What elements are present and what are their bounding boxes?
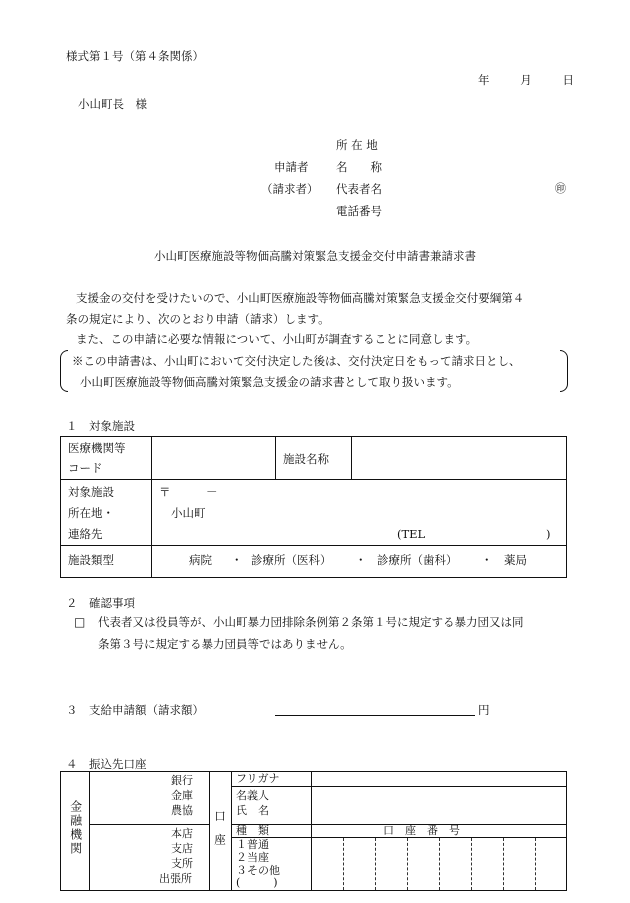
tel-open: (TEL xyxy=(397,527,426,541)
field-representative-label: 代表者名 xyxy=(336,182,382,196)
field-address-label: 所 在 地 xyxy=(336,138,378,152)
institution-label: 金融機関 xyxy=(68,800,83,856)
digit-separator xyxy=(471,838,472,890)
branch-head[interactable]: 本店 xyxy=(171,827,193,840)
kind-other[interactable]: ３その他 xyxy=(236,864,280,877)
section-4-heading: ４ 振込先口座 xyxy=(66,757,147,771)
applicant-role: 申請者 xyxy=(274,160,309,174)
form-number: 様式第１号（第４条関係） xyxy=(66,49,204,63)
table-rule xyxy=(151,437,152,577)
code-label: 医療機関等 xyxy=(68,441,126,455)
table-rule xyxy=(275,437,276,479)
body-paragraph-2: また、この申請に必要な情報について、小山町が調査することに同意します。 xyxy=(76,332,478,346)
note-line-2: 小山町医療施設等物価高騰対策緊急支援金の請求書として取り扱います。 xyxy=(80,375,459,389)
digit-separator xyxy=(375,838,376,890)
kind-other-paren[interactable]: ( ) xyxy=(236,876,278,889)
type-shinkin[interactable]: 金庫 xyxy=(171,789,193,802)
kind-ordinary[interactable]: １普通 xyxy=(236,838,269,851)
location-label-cont: 所在地・ xyxy=(68,506,114,520)
table-rule xyxy=(61,545,566,546)
facility-name-label: 施設名称 xyxy=(283,452,329,466)
digit-separator xyxy=(439,838,440,890)
table-rule xyxy=(89,772,90,890)
amount-input-line[interactable] xyxy=(275,715,475,716)
table-rule xyxy=(351,437,352,479)
tel-close: ) xyxy=(546,527,551,541)
digit-separator xyxy=(503,838,504,890)
note-line-1: ※この申請書は、小山町において交付決定した後は、交付決定日をもって請求日とし、 xyxy=(72,354,521,368)
code-label-cont: コード xyxy=(68,461,103,475)
field-phone-label: 電話番号 xyxy=(336,204,382,218)
date-line xyxy=(478,73,574,88)
contact-label: 連絡先 xyxy=(68,527,103,541)
document-title: 小山町医療施設等物価高騰対策緊急支援金交付申請書兼請求書 xyxy=(154,249,476,263)
table-rule xyxy=(311,772,312,890)
type-clinic-medical[interactable]: 診療所（医科） xyxy=(251,553,332,567)
holder-label: 名義人 xyxy=(236,789,269,802)
kind-current[interactable]: ２当座 xyxy=(236,851,269,864)
type-clinic-dental[interactable]: 診療所（歯科） xyxy=(377,553,458,567)
bank-account-table xyxy=(60,771,567,891)
facility-type-label: 施設類型 xyxy=(68,553,114,567)
type-separator: ・ xyxy=(231,553,243,567)
confirmation-text-cont: 条第３号に規定する暴力団員等ではありません。 xyxy=(98,637,352,651)
postal-dash: － xyxy=(206,485,218,499)
section-2-heading: ２ 確認事項 xyxy=(66,596,135,610)
digit-separator xyxy=(407,838,408,890)
date-day: 日 xyxy=(562,73,574,87)
table-rule xyxy=(231,786,566,787)
town-name: 小山町 xyxy=(171,506,206,520)
table-rule xyxy=(61,479,566,480)
note-bracket-left xyxy=(60,350,68,392)
kind-label: 種 類 xyxy=(236,824,269,837)
section-1-heading: １ 対象施設 xyxy=(66,419,135,433)
field-name-label: 名 称 xyxy=(336,160,382,174)
table-rule xyxy=(89,824,209,825)
addressee: 小山町長 様 xyxy=(78,97,147,111)
type-nokyo[interactable]: 農協 xyxy=(171,804,193,817)
table-rule xyxy=(209,772,210,890)
confirmation-text: 代表者又は役員等が、小山町暴力団排除条例第２条第１号に規定する暴力団又は同 xyxy=(98,615,524,629)
branch-shiten[interactable]: 支店 xyxy=(171,842,193,855)
amount-unit: 円 xyxy=(478,703,490,717)
furigana-label: フリガナ xyxy=(236,772,280,785)
type-separator: ・ xyxy=(481,553,493,567)
table-rule xyxy=(231,772,232,890)
type-separator: ・ xyxy=(355,553,367,567)
facility-code-input[interactable] xyxy=(153,441,273,475)
type-hospital[interactable]: 病院 xyxy=(189,553,212,567)
seal-mark: ㊞ xyxy=(555,182,566,195)
body-paragraph-1-cont: 条の規定により、次のとおり申請（請求）します。 xyxy=(66,312,330,326)
location-label: 対象施設 xyxy=(68,485,114,499)
facility-table xyxy=(60,436,567,578)
account-label: 口座 xyxy=(212,810,227,857)
holder-label-cont: 氏 名 xyxy=(236,804,269,817)
date-year: 年 xyxy=(478,73,490,87)
confirmation-checkbox[interactable]: □ xyxy=(74,615,86,629)
claimant-role: （請求者） xyxy=(261,182,319,196)
digit-separator xyxy=(343,838,344,890)
branch-sub-office[interactable]: 出張所 xyxy=(159,872,192,885)
facility-name-input[interactable] xyxy=(353,441,563,475)
postal-mark: 〒 xyxy=(159,485,171,499)
digit-separator xyxy=(535,838,536,890)
type-bank[interactable]: 銀行 xyxy=(171,774,193,787)
body-paragraph-1: 支援金の交付を受けたいので、小山町医療施設等物価高騰対策緊急支援金交付要綱第４ xyxy=(76,291,525,305)
note-bracket-right xyxy=(560,350,568,392)
type-pharmacy[interactable]: 薬局 xyxy=(504,553,527,567)
section-3-heading: ３ 支給申請額（請求額） xyxy=(66,703,204,717)
date-month: 月 xyxy=(520,73,532,87)
branch-shisho[interactable]: 支所 xyxy=(171,857,193,870)
account-number-label: 口 座 番 号 xyxy=(383,824,460,837)
